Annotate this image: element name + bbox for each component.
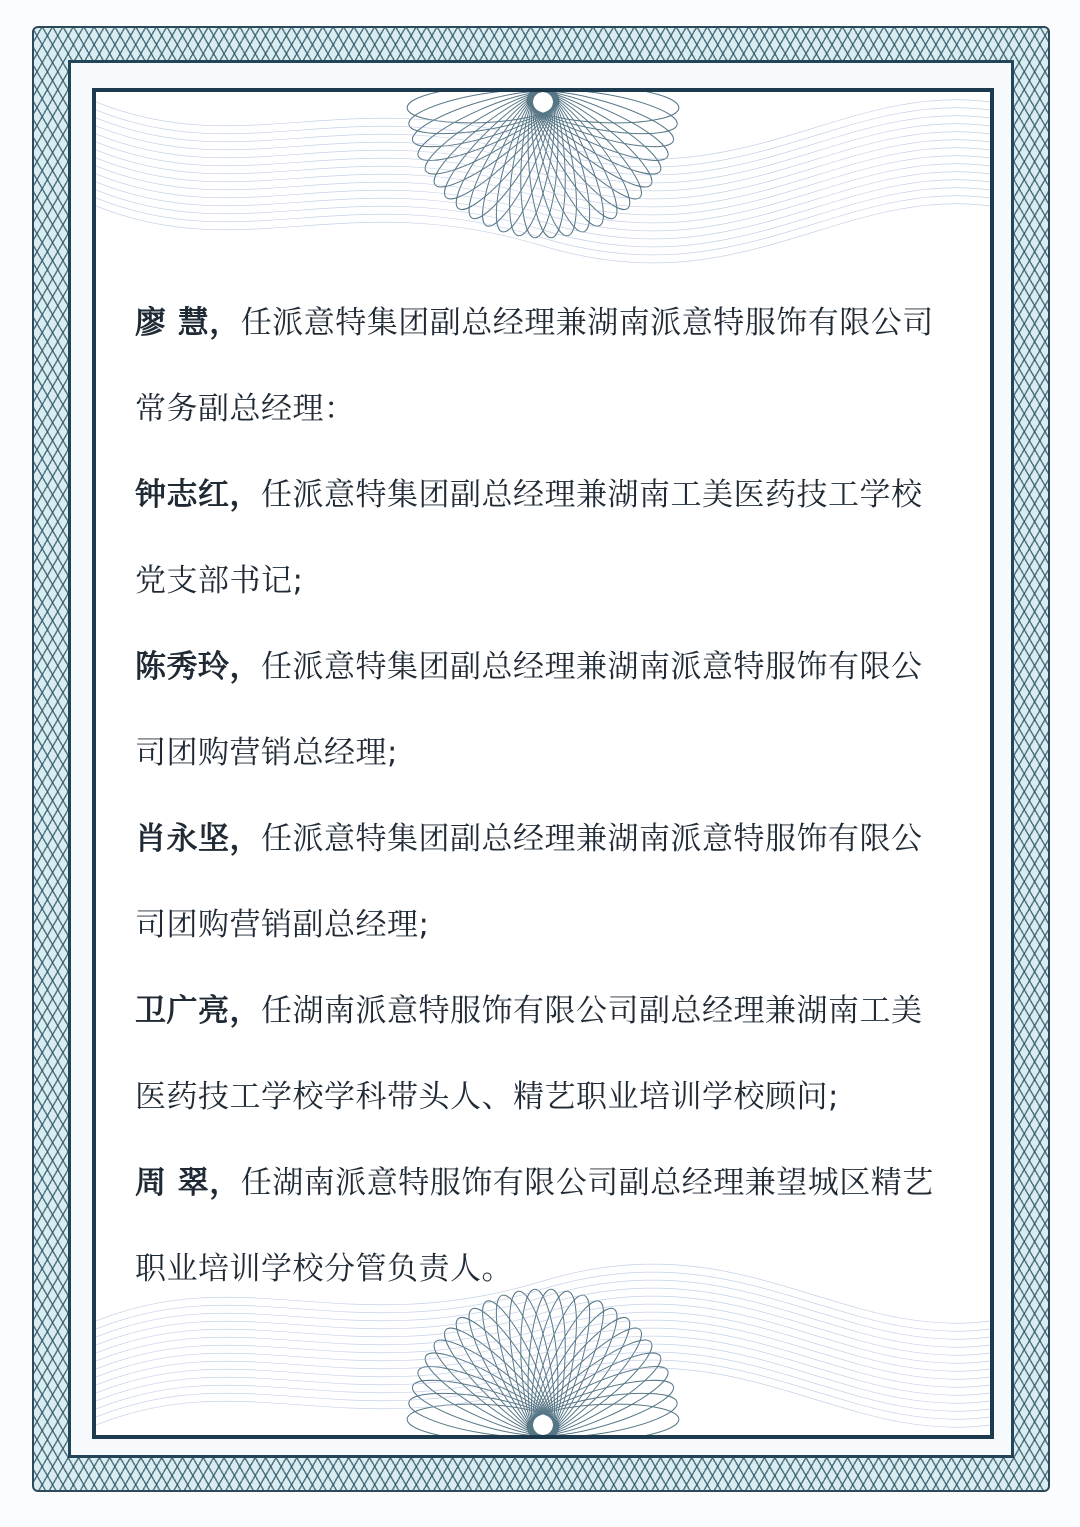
position-text: 司团购营销副总经理; [135, 907, 430, 943]
position-text: 职业培训学校分管负责人。 [135, 1251, 513, 1287]
entry-first-line [135, 452, 975, 538]
position-text: 任派意特集团副总经理兼湖南派意特服饰有限公 [261, 649, 923, 685]
person-name: 周 翠， [135, 1165, 241, 1201]
person-name: 肖永坚， [135, 821, 261, 857]
entry-first-line [135, 624, 975, 710]
person-name: 陈秀玲， [135, 649, 261, 685]
position-text: 任湖南派意特服饰有限公司副总经理兼湖南工美 [261, 993, 923, 1029]
entry-continuation-line [135, 366, 975, 452]
entry-continuation-line [135, 538, 975, 624]
entry-continuation-line [135, 710, 975, 796]
position-text: 任派意特集团副总经理兼湖南派意特服饰有限公司 [240, 305, 934, 341]
entry-continuation-line [135, 882, 975, 968]
position-text: 司团购营销总经理; [135, 735, 398, 771]
position-text: 任湖南派意特服饰有限公司副总经理兼望城区精艺 [240, 1165, 934, 1201]
person-name: 钟志红， [135, 477, 261, 513]
position-text: 任派意特集团副总经理兼湖南工美医药技工学校 [261, 477, 923, 513]
position-text: 医药技工学校学科带头人、精艺职业培训学校顾问; [135, 1079, 839, 1115]
person-name: 廖 慧， [135, 305, 241, 341]
entry-first-line [135, 968, 975, 1054]
appointment-list [135, 280, 975, 1312]
entry-first-line [135, 1140, 975, 1226]
position-text: 常务副总经理： [135, 391, 356, 427]
entry-continuation-line [135, 1054, 975, 1140]
entry-first-line [135, 280, 975, 366]
entry-first-line [135, 796, 975, 882]
position-text: 任派意特集团副总经理兼湖南派意特服饰有限公 [261, 821, 923, 857]
entry-continuation-line [135, 1226, 975, 1312]
top-ornament [96, 92, 990, 272]
position-text: 党支部书记; [135, 563, 304, 599]
person-name: 卫广亮， [135, 993, 261, 1029]
